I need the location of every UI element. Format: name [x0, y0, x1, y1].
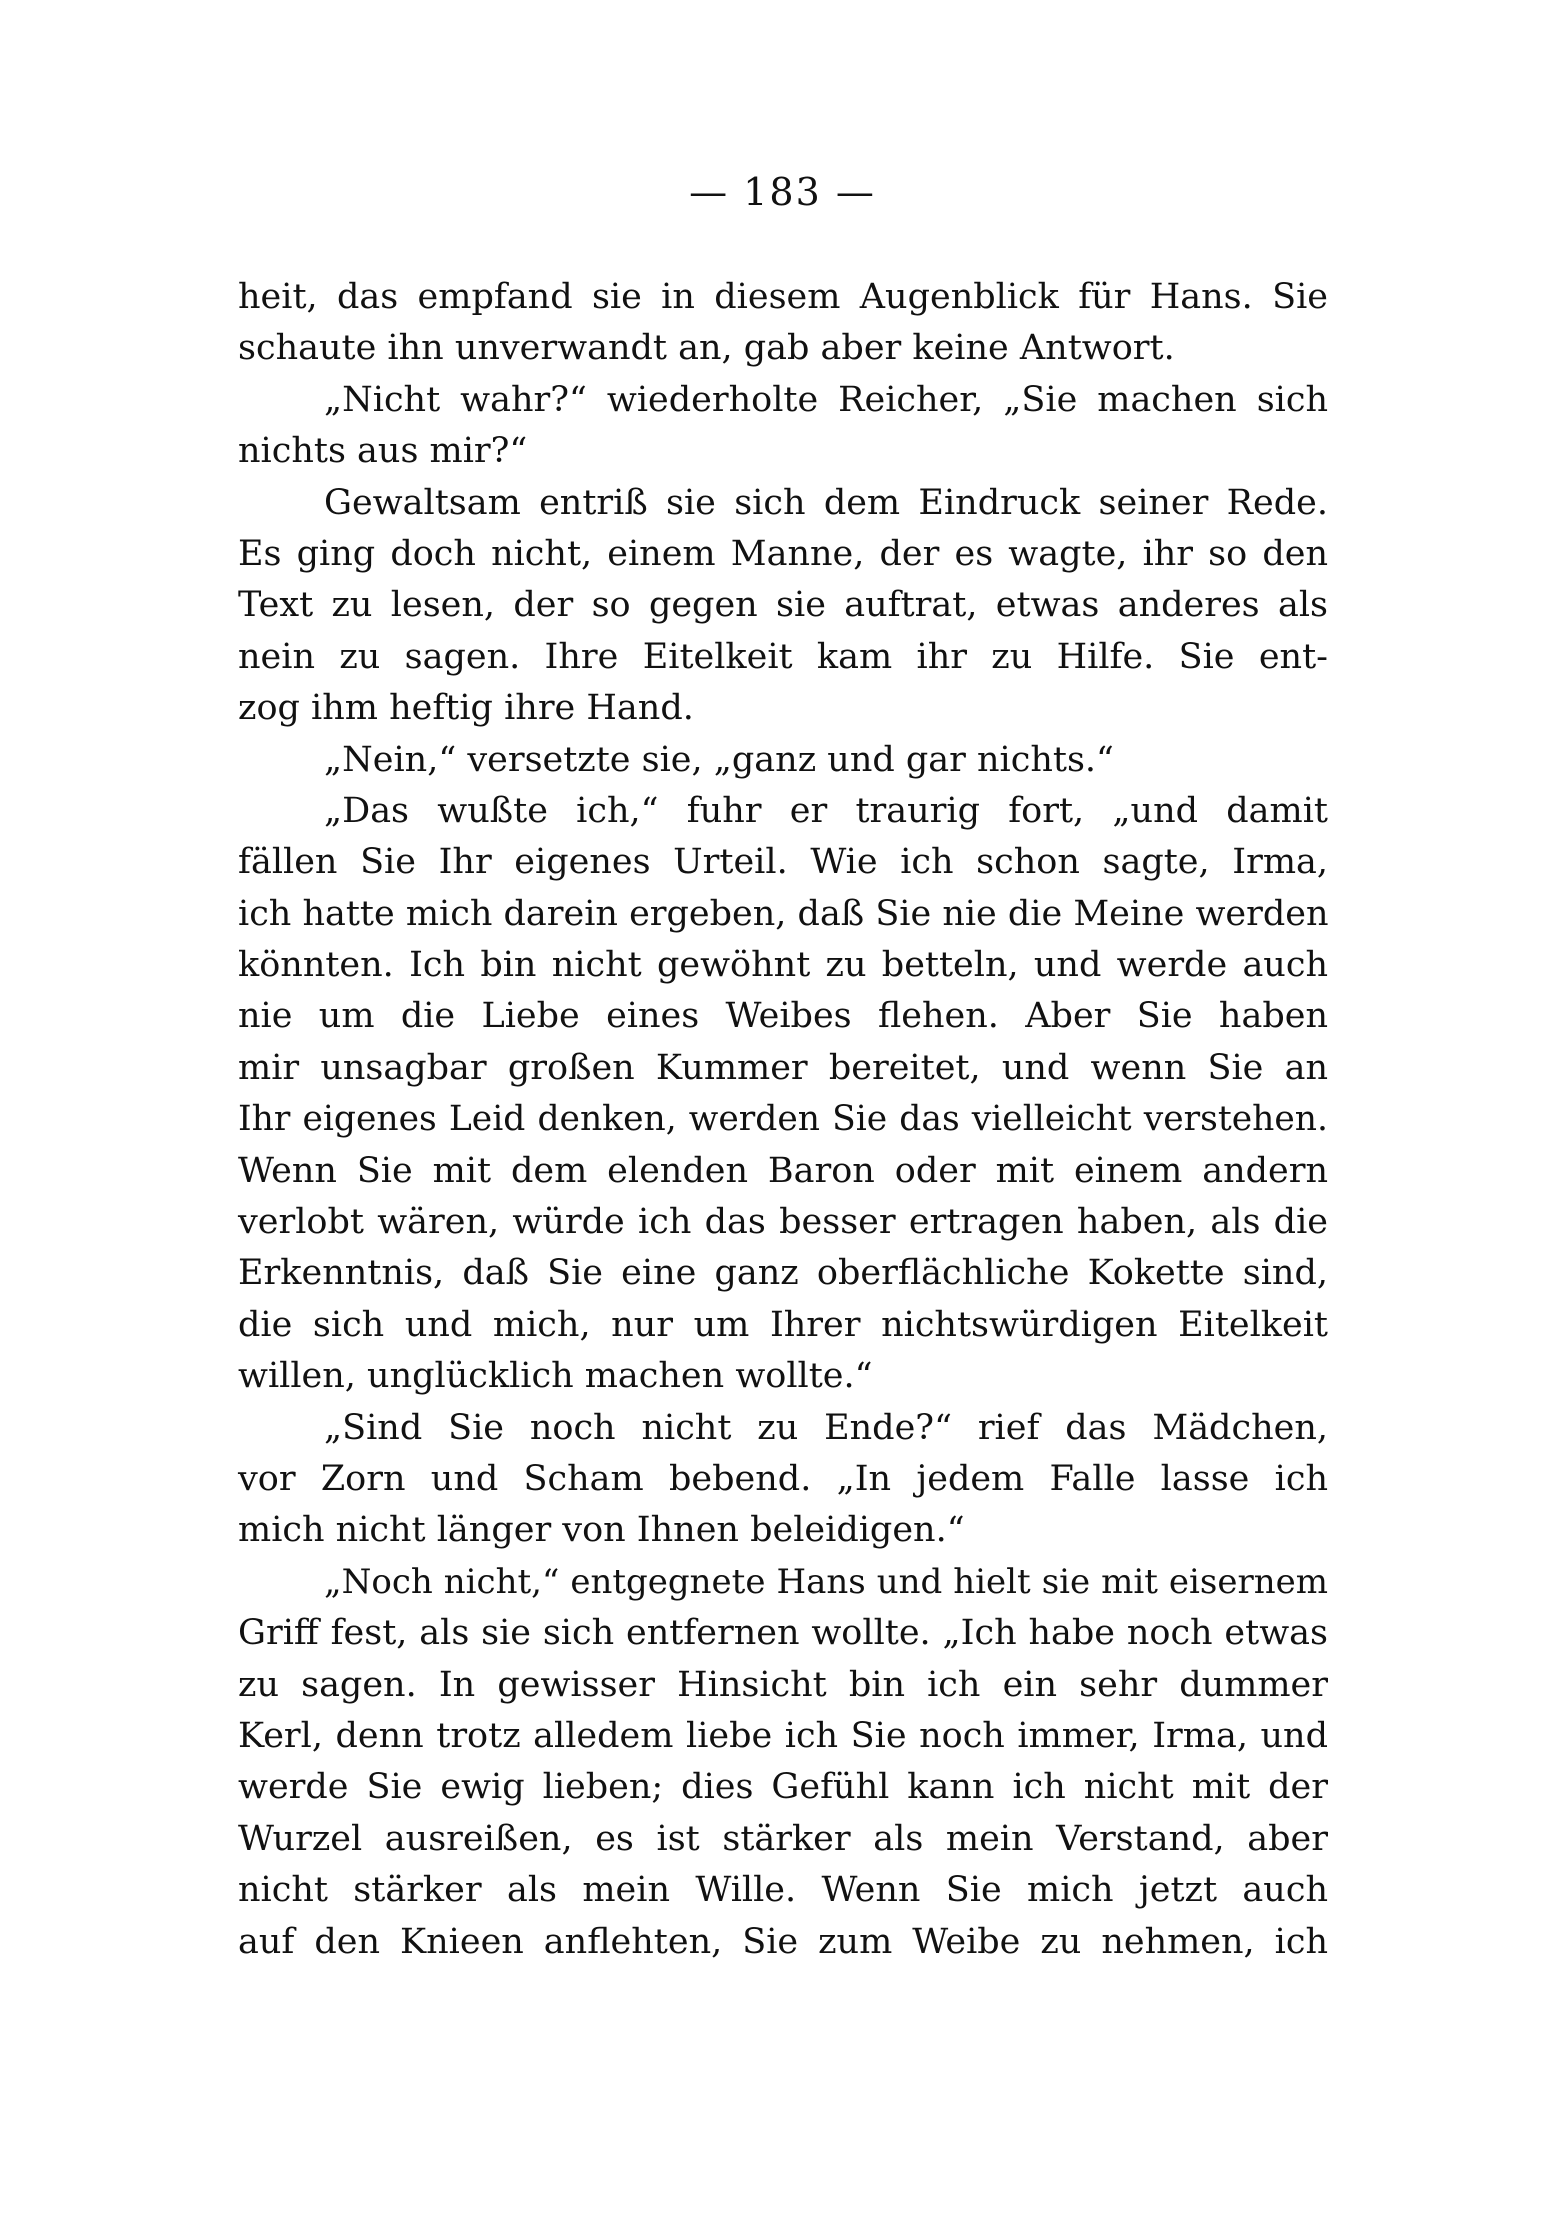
text-line: „Nicht wahr?“ wiederholte Reicher, „Sie machen sich — [324, 379, 1328, 420]
text-line: heit, das empfand sie in diesem Augenblick für Hans. Sie — [238, 277, 1328, 317]
text-line: zog ihm heftig ihre Hand. — [238, 688, 694, 729]
text-line: mir unsagbar großen Kummer bereitet, und wenn Sie an — [238, 1047, 1328, 1088]
text-line: willen, unglücklich machen wollte.“ — [238, 1356, 873, 1397]
text-line: verlobt wären, würde ich das besser ertragen haben, als die — [238, 1202, 1328, 1243]
text-line: ich hatte mich darein ergeben, daß Sie nie die Meine werden — [238, 893, 1329, 934]
text-line: auf den Knieen anflehten, Sie zum Weibe zu nehmen, ich — [238, 1921, 1328, 1962]
text-line: „Noch nicht,“ entgegnete Hans und hielt sie mit eisernem — [324, 1561, 1328, 1602]
text-line: mich nicht länger von Ihnen beleidigen.“ — [238, 1510, 965, 1551]
text-line: nicht stärker als mein Wille. Wenn Sie mich jetzt auch — [238, 1870, 1328, 1911]
text-line: „Das wußte ich,“ fuhr er traurig fort, „und damit — [324, 790, 1328, 831]
text-line: nichts aus mir?“ — [238, 431, 528, 472]
text-line: Wurzel ausreißen, es ist stärker als mein Verstand, aber — [238, 1818, 1328, 1859]
text-body — [238, 272, 1328, 1968]
text-line: Es ging doch nicht, einem Manne, der es wagte, ihr so den — [238, 533, 1328, 574]
text-line: fällen Sie Ihr eigenes Urteil. Wie ich schon sagte, Irma, — [238, 842, 1328, 883]
text-line: Ihr eigenes Leid denken, werden Sie das vielleicht verstehen. — [238, 1099, 1328, 1140]
text-line: vor Zorn und Scham bebend. „In jedem Falle lasse ich — [238, 1458, 1328, 1499]
text-line: „Sind Sie noch nicht zu Ende?“ rief das Mädchen, — [324, 1407, 1328, 1448]
text-line: nein zu sagen. Ihre Eitelkeit kam ihr zu Hilfe. Sie ent- — [238, 636, 1328, 677]
page-number: — 183 — — [689, 170, 876, 214]
text-line: Wenn Sie mit dem elenden Baron oder mit einem andern — [238, 1150, 1328, 1191]
text-line: „Nein,“ versetzte sie, „ganz und gar nichts.“ — [324, 739, 1114, 780]
text-line: nie um die Liebe eines Weibes flehen. Aber Sie haben — [238, 996, 1328, 1037]
text-line: die sich und mich, nur um Ihrer nichtswürdigen Eitelkeit — [238, 1304, 1328, 1345]
text-line: Griff fest, als sie sich entfernen wollte. „Ich habe noch etwas — [238, 1613, 1328, 1654]
text-line: Text zu lesen, der so gegen sie auftrat, etwas anderes als — [238, 585, 1328, 626]
text-line: Kerl, denn trotz alledem liebe ich Sie noch immer, Irma, und — [238, 1715, 1328, 1756]
text-line: werde Sie ewig lieben; dies Gefühl kann ich nicht mit der — [238, 1767, 1328, 1808]
text-line: Gewaltsam entriß sie sich dem Eindruck seiner Rede. — [324, 482, 1328, 523]
text-line: Erkenntnis, daß Sie eine ganz oberflächliche Kokette sind, — [238, 1253, 1328, 1294]
text-line: schaute ihn unverwandt an, gab aber keine Antwort. — [238, 328, 1175, 369]
text-line: könnten. Ich bin nicht gewöhnt zu betteln, und werde auch — [238, 945, 1328, 986]
text-line: zu sagen. In gewisser Hinsicht bin ich ein sehr dummer — [238, 1664, 1328, 1705]
